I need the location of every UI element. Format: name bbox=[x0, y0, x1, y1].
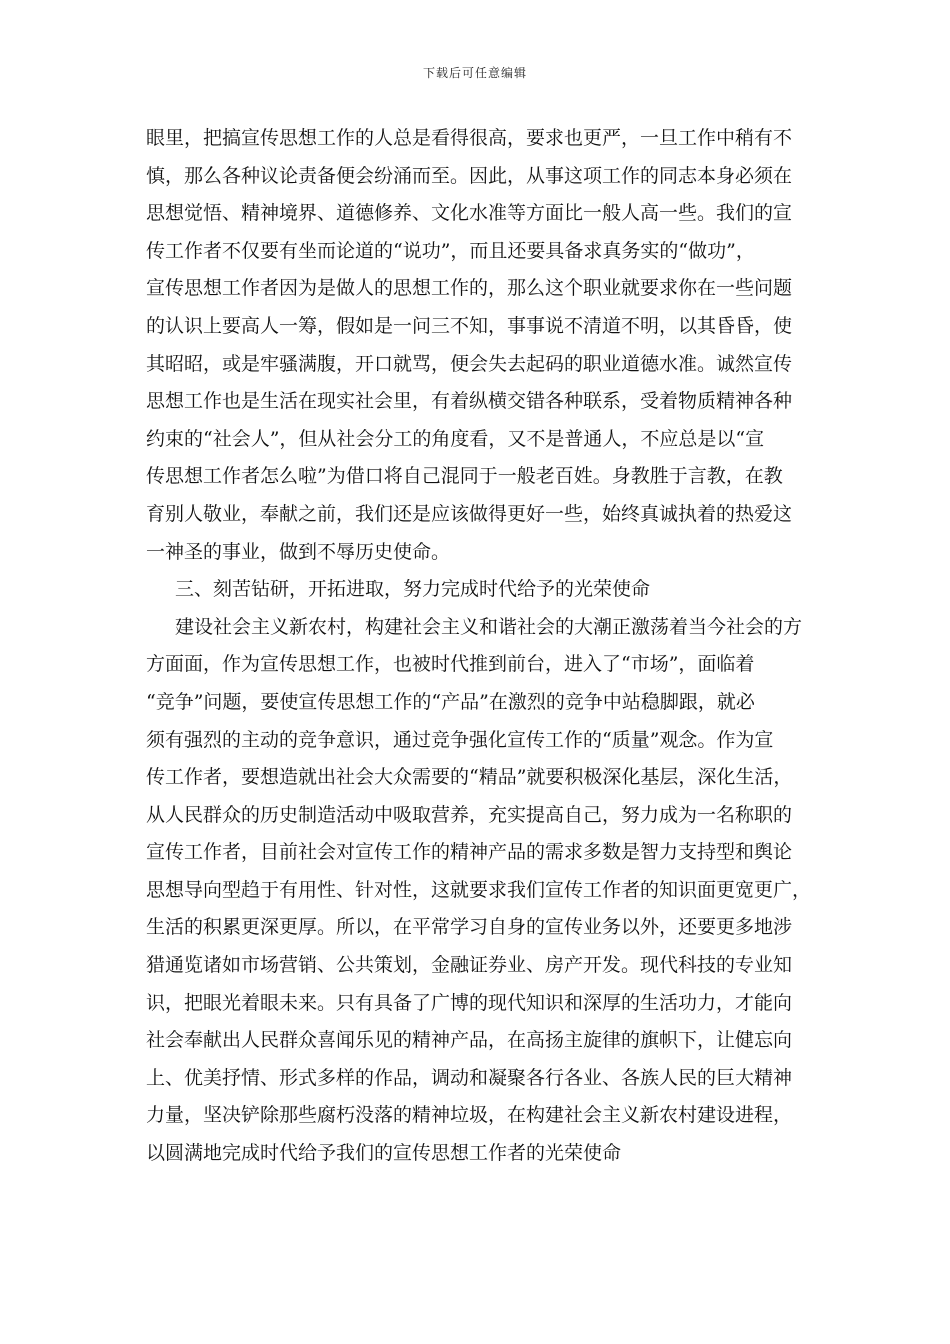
text-line: 思想工作也是生活在现实社会里，有着纵横交错各种联系，受着物质精神各种 bbox=[146, 390, 793, 413]
page-header: 下载后可任意编辑 bbox=[422, 66, 527, 80]
text-line: 上、优美抒情、形式多样的作品，调动和凝聚各行各业、各族人民的巨大精神 bbox=[146, 1066, 793, 1089]
text-line: 力量，坚决铲除那些腐朽没落的精神垃圾，在构建社会主义新农村建设进程， bbox=[146, 1104, 793, 1127]
text-line: 传工作者不仅要有坐而论道的“说功”，而且还要具备求真务实的“做功”， bbox=[146, 239, 755, 262]
text-line: 从人民群众的历史制造活动中吸取营养，充实提高自己，努力成为一名称职的 bbox=[146, 803, 793, 826]
text-line: 的认识上要高人一筹，假如是一问三不知，事事说不清道不明，以其昏昏，使 bbox=[146, 314, 793, 337]
text-line: 识，把眼光着眼未来。只有具备了广博的现代知识和深厚的生活功力，才能向 bbox=[146, 991, 793, 1014]
text-line: 须有强烈的主动的竞争意识，通过竞争强化宣传工作的“质量”观念。作为宣 bbox=[146, 728, 774, 751]
text-line: 其昭昭，或是牢骚满腹，开口就骂，便会失去起码的职业道德水准。诚然宣传 bbox=[146, 352, 793, 375]
text-line: 宣传工作者，目前社会对宣传工作的精神产品的需求多数是智力支持型和舆论 bbox=[146, 841, 793, 864]
section-heading: 三、刻苦钻研，开拓进取，努力完成时代给予的光荣使命 bbox=[175, 578, 651, 601]
text-line: 育别人敬业，奉献之前，我们还是应该做得更好一些，始终真诚执着的热爱这 bbox=[146, 502, 793, 525]
text-line: 传思想工作者怎么啦”为借口将自己混同于一般老百姓。身教胜于言教，在教 bbox=[146, 465, 783, 488]
text-line: 生活的积累更深更厚。所以，在平常学习自身的宣传业务以外，还要更多地涉 bbox=[146, 916, 793, 939]
text-line: 思想导向型趋于有用性、针对性，这就要求我们宣传工作者的知识面更宽更广， bbox=[146, 878, 812, 901]
text-line: 传工作者，要想造就出社会大众需要的“精品”就要积极深化基层，深化生活， bbox=[146, 766, 793, 789]
text-line: 方面面，作为宣传思想工作，也被时代推到前台，进入了“市场”，面临着 bbox=[146, 653, 755, 676]
body-text bbox=[146, 120, 826, 1173]
text-line: 以圆满地完成时代给予我们的宣传思想工作者的光荣使命 bbox=[146, 1142, 622, 1165]
text-line: 猎通览诸如市场营销、公共策划，金融证券业、房产开发。现代科技的专业知 bbox=[146, 954, 793, 977]
text-line: “竞争”问题，要使宣传思想工作的“产品”在激烈的竞争中站稳脚跟，就必 bbox=[146, 690, 755, 713]
text-line: 建设社会主义新农村，构建社会主义和谐社会的大潮正激荡着当今社会的方 bbox=[175, 615, 803, 638]
text-line: 宣传思想工作者因为是做人的思想工作的，那么这个职业就要求你在一些问题 bbox=[146, 277, 793, 300]
text-line: 慎，那么各种议论责备便会纷涌而至。因此，从事这项工作的同志本身必须在 bbox=[146, 164, 793, 187]
text-line: 一神圣的事业，做到不辱历史使命。 bbox=[146, 540, 451, 563]
text-line: 社会奉献出人民群众喜闻乐见的精神产品，在高扬主旋律的旗帜下，让健忘向 bbox=[146, 1029, 793, 1052]
text-line: 眼里，把搞宣传思想工作的人总是看得很高，要求也更严，一旦工作中稍有不 bbox=[146, 127, 793, 149]
text-line: 思想觉悟、精神境界、道德修养、文化水准等方面比一般人高一些。我们的宣 bbox=[146, 202, 793, 225]
text-line: 约束的“社会人”，但从社会分工的角度看，又不是普通人，不应总是以“宣 bbox=[146, 427, 765, 450]
